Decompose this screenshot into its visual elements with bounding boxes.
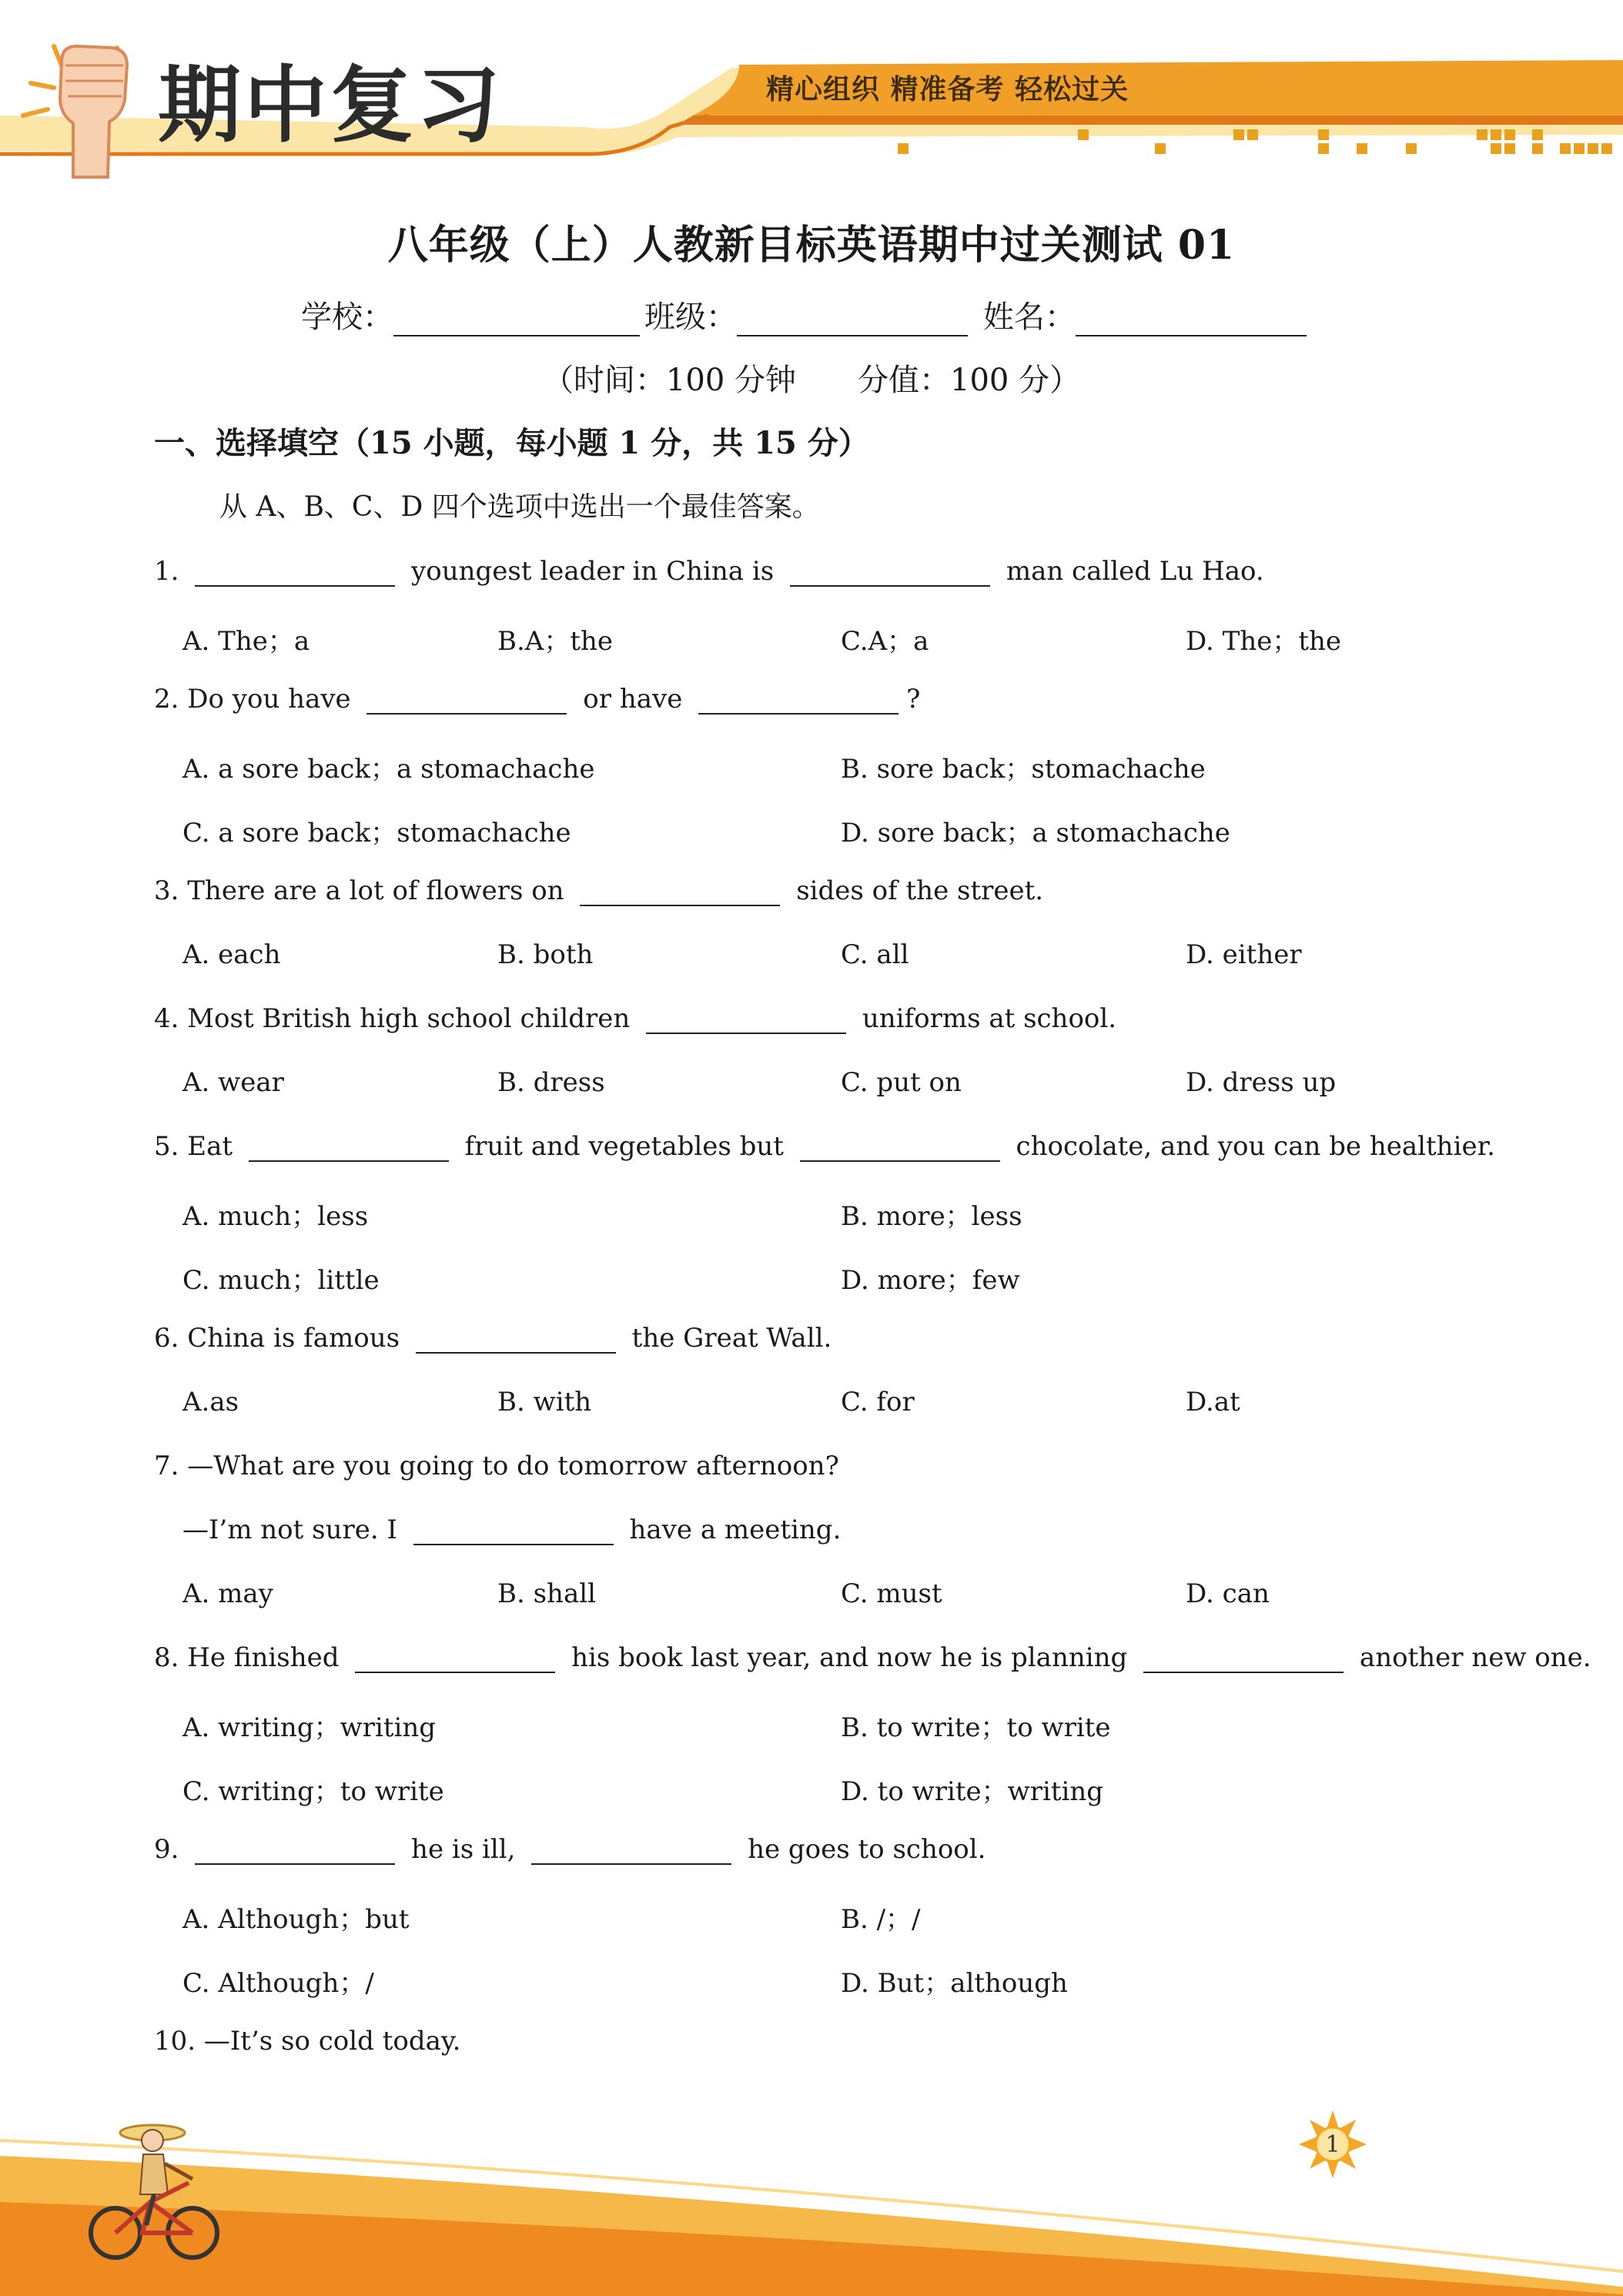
question-1-option-d: D. The；the [1186, 626, 1342, 657]
class-label: 班级： [644, 300, 737, 335]
cyclist-icon [85, 2117, 239, 2271]
question-6-option-c: C. for [841, 1387, 915, 1417]
fist-icon [38, 31, 146, 185]
score-info: 分值：100 分） [858, 363, 1081, 398]
answer-blank [698, 690, 899, 715]
answer-blank [195, 562, 395, 587]
question-5-option-c: C. much；little [182, 1265, 380, 1296]
class-blank [737, 304, 968, 336]
question-8-option-b: B. to write；to write [841, 1712, 1111, 1743]
question-7-option-c: C. must [841, 1578, 942, 1609]
name-label: 姓名： [983, 300, 1076, 335]
question-7-option-a: A. may [182, 1578, 273, 1609]
question-3-stem: 3. There are a lot of flowers on sides of the street. [154, 875, 1044, 906]
answer-blank [790, 562, 990, 587]
question-3-option-a: A. each [182, 939, 281, 970]
answer-blank [355, 1648, 555, 1673]
name-blank [1076, 304, 1307, 336]
question-5-option-b: B. more；less [841, 1201, 1022, 1232]
answer-blank [646, 1009, 846, 1034]
answer-blank [249, 1137, 449, 1162]
page-number: 1 [1325, 2131, 1340, 2158]
answer-blank [531, 1840, 731, 1865]
question-9-stem: 9. he is ill, he goes to school. [154, 1834, 986, 1865]
section-instruction: 从 A、B、C、D 四个选项中选出一个最佳答案。 [219, 491, 820, 523]
time-info: （时间：100 分钟 [542, 363, 796, 398]
question-3-option-c: C. all [841, 939, 909, 970]
footer-banner [0, 2110, 1623, 2296]
section-heading: 一、选择填空（15 小题，每小题 1 分，共 15 分） [154, 425, 869, 461]
question-1-option-a: A. The；a [182, 626, 310, 657]
question-7-stem: 7. —What are you going to do tomorrow afternoon? [154, 1451, 839, 1481]
question-4-option-d: D. dress up [1186, 1067, 1337, 1098]
question-6-option-a: A.as [182, 1387, 239, 1417]
question-4-stem: 4. Most British high school children uniforms at school. [154, 1003, 1117, 1034]
school-label: 学校： [301, 300, 393, 335]
answer-blank [580, 882, 780, 906]
question-6-option-d: D.at [1186, 1387, 1240, 1417]
question-2-option-a: A. a sore back；a stomachache [182, 754, 595, 785]
question-5-option-a: A. much；less [182, 1201, 369, 1232]
question-5-option-d: D. more；few [841, 1265, 1020, 1296]
answer-blank [413, 1521, 614, 1545]
header-banner [0, 0, 1623, 192]
student-info-line [0, 293, 1623, 336]
question-8-option-c: C. writing；to write [182, 1776, 444, 1807]
question-3-option-d: D. either [1186, 939, 1302, 970]
question-7-option-d: D. can [1186, 1578, 1270, 1609]
answer-blank [366, 690, 567, 715]
question-1-stem: 1. youngest leader in China is man called Lu Hao. [154, 556, 1264, 587]
answer-blank [195, 1840, 395, 1865]
question-9-option-b: B. /；/ [841, 1904, 921, 1935]
question-3-option-b: B. both [497, 939, 594, 970]
document-title: 八年级（上）人教新目标英语期中过关测试 01 [387, 222, 1236, 269]
banner-title: 期中复习 [158, 58, 504, 154]
question-2-option-c: C. a sore back；stomachache [182, 818, 571, 848]
question-4-option-b: B. dress [497, 1067, 605, 1098]
question-6-option-b: B. with [497, 1387, 592, 1417]
question-7-option-b: B. shall [497, 1578, 596, 1609]
question-9-option-c: C. Although；/ [182, 1968, 374, 1999]
question-1-option-c: C.A；a [841, 626, 929, 657]
answer-blank [800, 1137, 1000, 1162]
question-8-option-a: A. writing；writing [182, 1712, 437, 1743]
question-2-option-d: D. sore back；a stomachache [841, 818, 1230, 848]
question-5-stem: 5. Eat fruit and vegetables but chocolate, and you can be healthier. [154, 1131, 1495, 1162]
question-4-option-a: A. wear [182, 1067, 284, 1098]
question-10-stem: 10. —It’s so cold today. [154, 2026, 461, 2057]
question-2-stem: 2. Do you have or have ? [154, 684, 921, 715]
question-9-option-d: D. But；although [841, 1968, 1068, 1999]
school-blank [393, 304, 640, 336]
banner-slogan: 精心组织 精准备考 轻松过关 [766, 74, 1129, 105]
footer-decoration [0, 2110, 1623, 2296]
question-8-option-d: D. to write；writing [841, 1776, 1104, 1807]
question-2-option-b: B. sore back；stomachache [841, 754, 1206, 785]
question-7-response: —I’m not sure. I have a meeting. [182, 1514, 842, 1545]
answer-blank [1143, 1648, 1344, 1673]
answer-blank [416, 1329, 616, 1354]
question-9-option-a: A. Although；but [182, 1904, 410, 1935]
question-1-option-b: B.A；the [497, 626, 614, 657]
question-8-stem: 8. He finished his book last year, and now he is planning another new one. [154, 1642, 1591, 1673]
time-score-line [0, 356, 1623, 400]
question-4-option-c: C. put on [841, 1067, 962, 1098]
question-6-stem: 6. China is famous the Great Wall. [154, 1323, 832, 1354]
